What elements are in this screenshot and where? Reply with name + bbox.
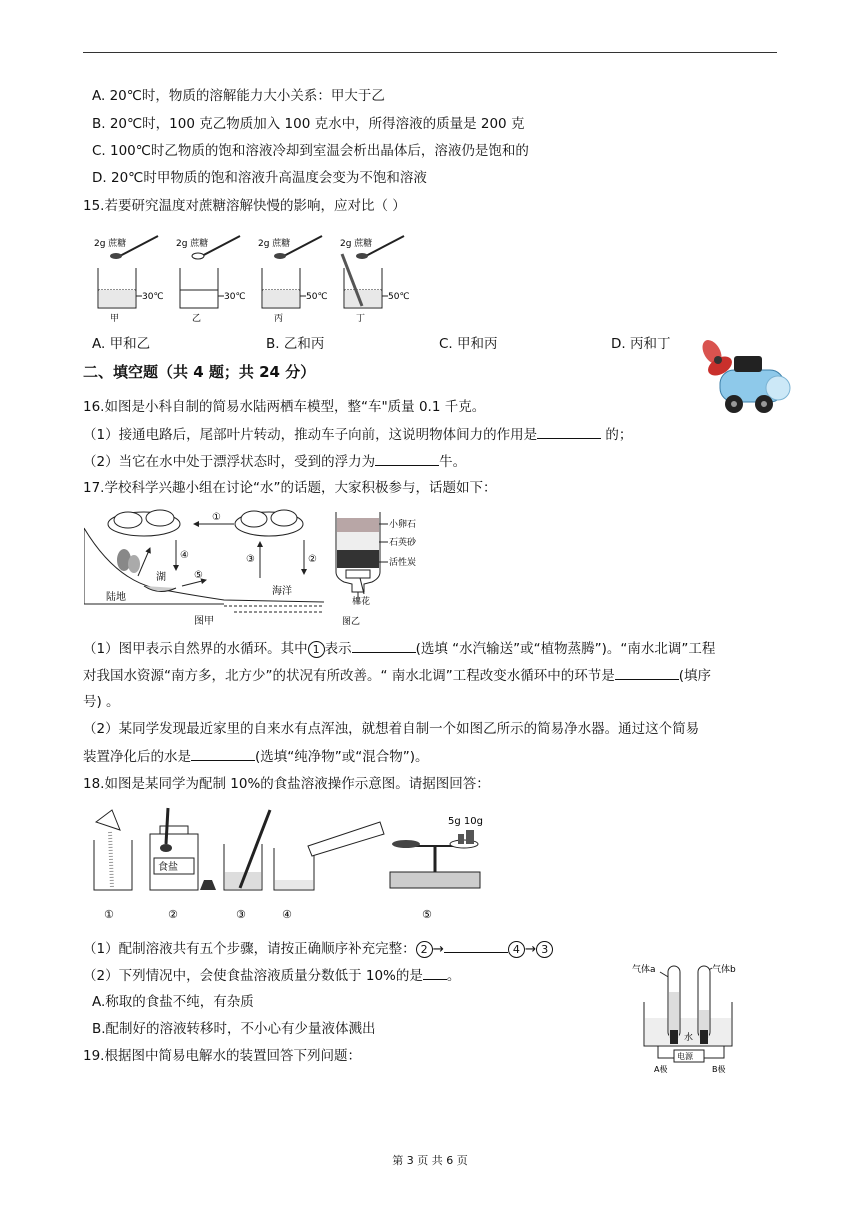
q16-part1-end: 的； [601,427,633,443]
q17-part1-line1 [83,640,715,658]
q17-blank-2[interactable] [615,667,679,680]
arrow-1: → [432,941,444,957]
q14-option-d: D. 20℃时甲物质的饱和溶液升高温度会变为不饱和溶液 [92,170,427,186]
step5-balance [390,816,483,921]
circled-2: 2 [416,941,433,958]
step-label-3: ③ [236,908,246,921]
wc-step-3: ③ [246,554,255,565]
beaker-ding [340,236,410,324]
q17-p2-text-a: 装置净化后的水是 [83,749,191,765]
q18-option-b: B.配制好的溶液转移时，不小心有少量液体溅出 [92,1021,376,1037]
q18-blank-2[interactable] [423,967,447,980]
temp-label-ding: 50℃ [388,292,410,302]
q17-p1-text-a: （1）图甲表示自然界的水循环。其中 [83,641,308,657]
circled-1: 1 [308,641,325,658]
step1-pour-salt [94,810,132,921]
q14-option-c: C. 100℃时乙物质的饱和溶液冷却到室温会析出晶体后，溶液仍是饱和的 [92,143,529,159]
q17-p1-text-c: (选填 “水汽输送”或“植物蒸腾”)。“南水北调”工程 [415,641,716,657]
q18-option-a: A.称取的食盐不纯，有杂质 [92,994,254,1010]
power-label: 电源 [677,1052,693,1061]
step-label-2: ② [168,908,178,921]
q18-p2-end: 。 [446,968,461,984]
q15-option-d: D. 丙和丁 [611,336,671,352]
temp-label-jia: 30℃ [142,292,164,302]
q16-part2 [83,453,466,470]
header-rule [83,52,777,53]
q15-stem: 15.若要研究温度对蔗糖溶解快慢的影响，应对比（ ） [83,198,406,214]
beaker-bing [258,236,328,324]
step3-stir [224,810,270,921]
section-heading: 二、填空题（共 4 题；共 24 分） [83,363,316,381]
amphibious-car-image [698,332,794,422]
circled-3: 3 [536,941,553,958]
q19-stem: 19.根据图中简易电解水的装置回答下列问题： [83,1048,361,1064]
sugar-label-bing: 2g 蔗糖 [258,239,291,249]
q17-blank-1[interactable] [352,640,416,653]
circled-4: 4 [508,941,525,958]
q15-option-a: A. 甲和乙 [92,336,151,352]
q18-p2-text: （2）下列情况中，会使食盐溶液质量分数低于 10%的是 [83,968,423,984]
q17-part2-line1: （2）某同学发现最近家里的自来水有点浑浊，就想着自制一个如图乙所示的简易净水器。通过这个简易 [83,721,700,737]
wc-step-1: ① [212,512,221,523]
step-label-5: ⑤ [422,908,432,921]
q17-part1-line2 [83,667,711,684]
beaker-yi [176,236,246,324]
q16-part1 [83,426,632,443]
wc-step-2: ② [308,554,317,565]
temp-label-yi: 30℃ [224,292,246,302]
filter-layer-sand: 石英砂 [389,538,417,548]
q17-p1-text-b: 表示 [324,641,352,657]
name-yi: 乙 [192,314,202,324]
step2-salt-jar [150,808,216,921]
name-ding: 丁 [356,314,366,324]
temp-label-bing: 50℃ [306,292,328,302]
fig-a-caption: 图甲 [194,616,214,627]
cloud-left-icon [108,510,180,536]
q16-stem: 16.如图是小科自制的简易水陆两栖车模型，整“车"质量 0.1 千克。 [83,399,486,415]
sugar-label-jia: 2g 蔗糖 [94,239,127,249]
gas-b-label: 气体b [712,965,736,975]
q14-option-a: A. 20℃时，物质的溶解能力大小关系：甲大于乙 [92,88,385,104]
q18-blank-1[interactable] [444,940,508,953]
q17-part1-line3: 号) 。 [83,694,120,710]
q16-part2-text: （2）当它在水中处于漂浮状态时，受到的浮力为 [83,454,376,470]
fig-b-caption: 图乙 [342,617,361,627]
wc-step-4: ④ [180,550,189,561]
q17-stem: 17.学校科学兴趣小组在讨论“水”的话题，大家积极参与，话题如下： [83,480,497,496]
q16-part1-text: （1）接通电路后，尾部叶片转动，推动车子向前，这说明物体间力的作用是 [83,427,538,443]
q17-p1-text-e: (填序 [678,668,712,684]
q18-part1 [83,940,553,958]
sugar-label-yi: 2g 蔗糖 [176,239,209,249]
beaker-jia [94,236,164,324]
wc-lake-label: 湖 [156,572,166,583]
q16-blank-2[interactable] [375,453,439,466]
q16-blank-1[interactable] [537,426,601,439]
filter-layer-carbon: 活性炭 [389,558,417,568]
wc-step-5: ⑤ [194,570,203,581]
sugar-label-ding: 2g 蔗糖 [340,239,373,249]
water-filter-figure [330,512,420,630]
pole-b-label: B极 [712,1065,726,1074]
q16-part2-end: 牛。 [439,454,467,470]
step-label-4: ④ [282,908,292,921]
water-cycle-figure [84,508,329,628]
name-bing: 丙 [274,314,284,324]
q14-option-b: B. 20℃时，100 克乙物质加入 100 克水中，所得溶液的质量是 200 克 [92,116,525,132]
electrolysis-figure [628,958,778,1076]
page-footer: 第 3 页 共 6 页 [392,1154,468,1167]
balance-weights: 5g 10g [448,816,483,827]
arrow-2: → [524,941,537,957]
q17-p1-text-d: 对我国水资源“南方多，北方少”的状况有所改善。“ 南水北调”工程改变水循环中的环节是 [83,668,615,684]
q17-part2-line2 [83,748,429,765]
step4-pour-water [274,822,384,921]
q15-option-c: C. 甲和丙 [439,336,498,352]
q15-beakers-figure [88,224,428,324]
salt-jar-label: 食盐 [158,862,178,873]
pole-a-label: A极 [654,1065,668,1074]
q17-blank-3[interactable] [191,748,255,761]
q18-part2 [83,967,460,984]
filter-layer-cotton: 棉花 [352,597,371,607]
q18-p1-text: （1）配制溶液共有五个步骤，请按正确顺序补充完整： [83,941,416,957]
q17-p2-text-b: (选填“纯净物”或“混合物”)。 [255,749,429,765]
name-jia: 甲 [110,314,120,324]
wc-ocean-label: 海洋 [272,586,292,597]
tree-icon [117,549,140,573]
gas-a-label: 气体a [632,965,656,975]
wc-land-label: 陆地 [106,592,126,603]
filter-layer-pebbles: 小卵石 [389,520,417,530]
q18-stem: 18.如图是某同学为配制 10%的食盐溶液操作示意图。请据图回答： [83,776,490,792]
step-label-1: ① [104,908,114,921]
salt-solution-steps-figure [90,800,500,924]
water-label: 水 [684,1033,694,1043]
q15-option-b: B. 乙和丙 [266,336,325,352]
cloud-right-icon [235,510,303,536]
